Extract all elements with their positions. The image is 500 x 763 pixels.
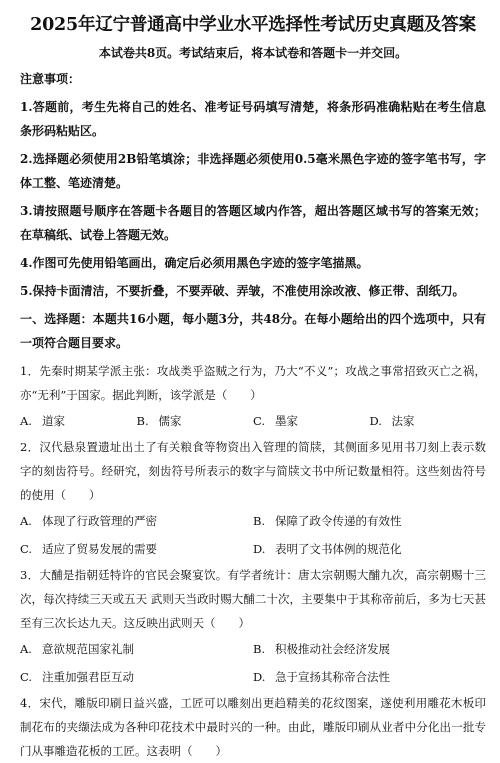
question-2-options-row-2 <box>20 535 486 563</box>
question-2-options-row-1 <box>20 507 486 535</box>
option-letter: A. <box>20 642 32 656</box>
option-text: 表明了文书体例的规范化 <box>275 542 402 556</box>
question-1-options <box>20 407 486 435</box>
page-title: 2025年辽宁普通高中学业水平选择性考试历史真题及答案 <box>30 15 476 35</box>
option-text: 适应了贸易发展的需要 <box>42 542 157 556</box>
option-letter: D. <box>369 414 382 428</box>
option-letter: A. <box>20 514 32 528</box>
page-subtitle: 本试卷共8页。考试结束后，将本试卷和答题卡一并交回。 <box>98 46 408 60</box>
question-1-option-d <box>370 407 487 435</box>
question-2-stem: 2．汉代悬泉置遗址出土了有关粮食等物资出入管理的简牍，其侧面多见用书刀刻上表示数字的刻齿符号。经研究，刻齿符号所表示的数字与简牍文书中所记数量相符。这些刻齿符号的使用（ ） <box>20 440 486 502</box>
question-2-option-d <box>253 535 486 563</box>
question-3-option-c <box>20 663 253 691</box>
notes-heading: 注意事项： <box>20 72 81 86</box>
note-item-5: 5.保持卡面清洁，不要折叠，不要弄破、弄皱，不准使用涂改液、修正带、刮纸刀。 <box>20 284 465 298</box>
option-text: 道家 <box>42 414 65 428</box>
note-item-1: 1.答题前，考生先将自己的姓名、准考证号码填写清楚，将条形码准确粘贴在考生信息条形码粘贴区。 <box>20 100 486 138</box>
question-2-option-c <box>20 535 253 563</box>
section-heading: 一、选择题：本题共16小题，每小题3分，共48分。在每小题给出的四个选项中，只有一项符合题目要求。 <box>20 312 486 350</box>
option-letter: B. <box>253 514 266 528</box>
option-text: 体现了行政管理的严密 <box>42 514 157 528</box>
option-text: 注重加强君臣互动 <box>42 670 134 684</box>
question-1-option-c <box>253 407 370 435</box>
option-letter: B. <box>136 414 149 428</box>
question-1-stem: 1．先秦时期某学派主张：攻战类乎盗贼之行为，乃大“不义”；攻战之事常招致灭亡之祸，亦“无利”于国家。据此判断，该学派是（ ） <box>20 364 486 402</box>
question-1-option-a <box>20 407 137 435</box>
note-item-2: 2.选择题必须使用2B铅笔填涂；非选择题必须使用0.5毫米黑色字迹的签字笔书写，字体工整、笔迹清楚。 <box>20 152 486 190</box>
option-letter: C. <box>253 414 266 428</box>
option-text: 急于宣扬其称帝合法性 <box>275 670 390 684</box>
option-letter: D. <box>253 542 266 556</box>
option-text: 儒家 <box>158 414 182 428</box>
option-text: 保障了政令传递的有效性 <box>275 514 402 528</box>
option-letter: A. <box>20 414 32 428</box>
question-3-options-row-1 <box>20 635 486 663</box>
question-3-options-row-2 <box>20 663 486 691</box>
question-3-option-b <box>253 635 486 663</box>
note-item-3: 3.请按照题号顺序在答题卡各题目的答题区域内作答，超出答题区域书写的答案无效；在草稿纸、试卷上答题无效。 <box>20 204 486 242</box>
option-letter: B. <box>253 642 266 656</box>
option-text: 意欲规范国家礼制 <box>42 642 134 656</box>
option-letter: D. <box>253 670 266 684</box>
option-text: 法家 <box>391 414 415 428</box>
option-text: 积极推动社会经济发展 <box>275 642 390 656</box>
option-letter: C. <box>20 542 33 556</box>
question-2-option-a <box>20 507 253 535</box>
question-2-option-b <box>253 507 486 535</box>
question-3-option-a <box>20 635 253 663</box>
question-3-stem: 3．大酺是指朝廷特许的官民会聚宴饮。有学者统计：唐太宗朝赐大酺九次，高宗朝赐十三次，每次持续三天或五天 武则天当政时赐大酺二十次，主要集中于其称帝前后，多为七天甚至有三次长达九天。这反映出武则天（ ） <box>20 568 486 630</box>
question-3-option-d <box>253 663 486 691</box>
option-letter: C. <box>20 670 33 684</box>
question-4-stem: 4．宋代，雕版印刷日益兴盛，工匠可以雕刻出更趋精美的花纹图案，遂使利用雕花木板印制花布的夹缬法成为各种印花技术中最时兴的一种。由此，雕版印刷从业者中分化出一批专门从事雕造花板的工匠。这表明（ ） <box>20 696 486 758</box>
question-1-option-b <box>137 407 254 435</box>
note-item-4: 4.作图可先使用铅笔画出，确定后必须用黑色字迹的签字笔描黑。 <box>20 256 369 270</box>
option-text: 墨家 <box>275 414 298 428</box>
